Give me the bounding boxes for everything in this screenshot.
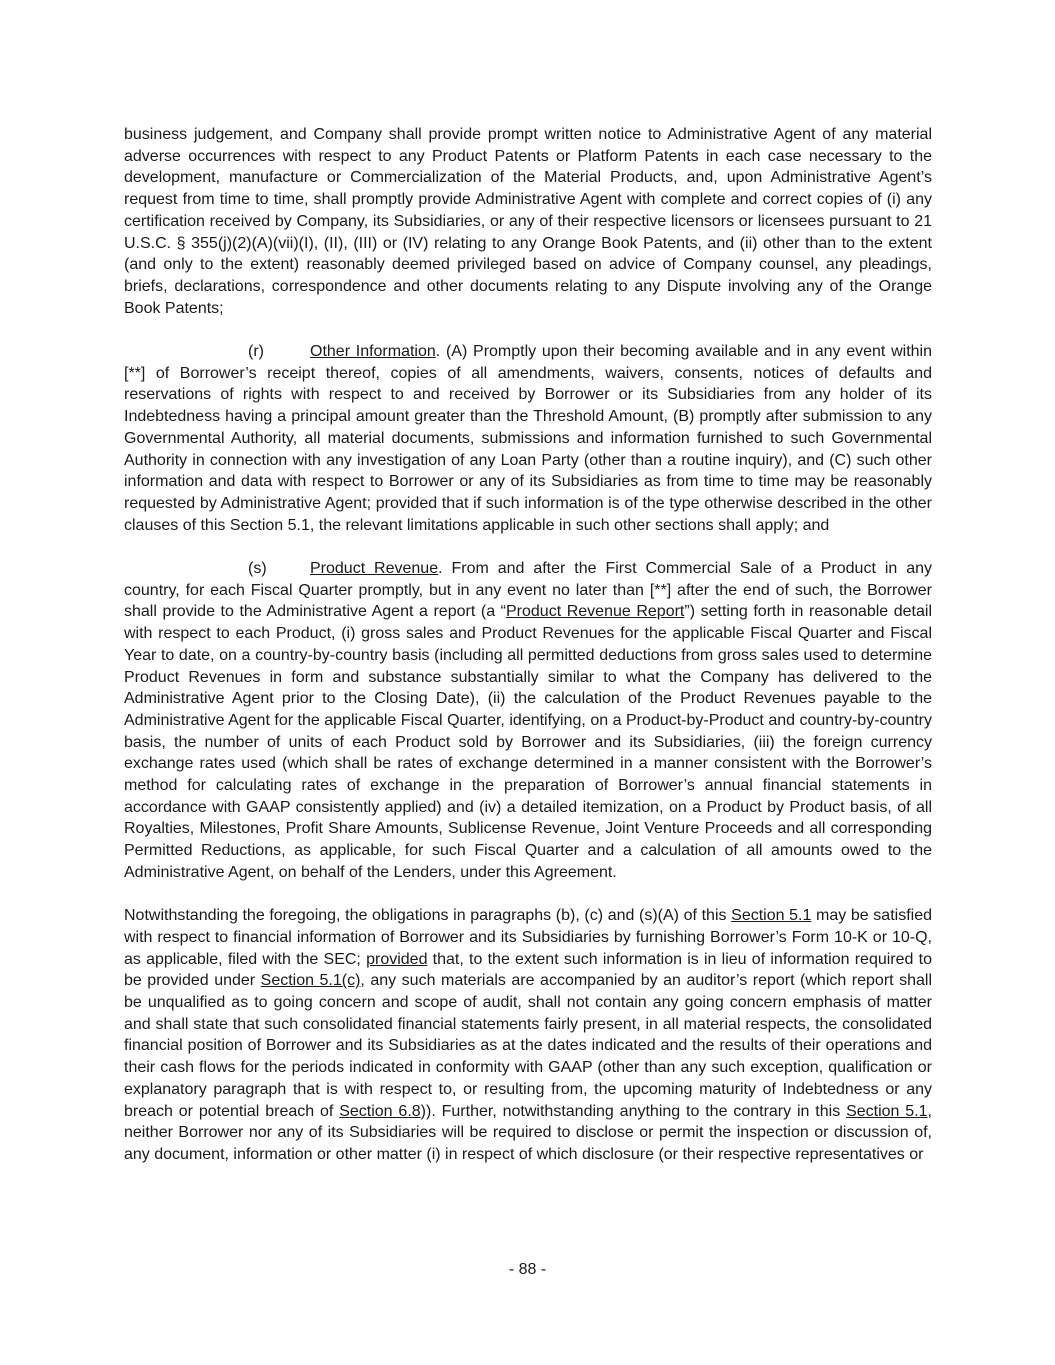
paragraph-q-continuation: business judgement, and Company shall provide prompt written notice to Administrative Agent of any material adverse occurrences with respect to any Product Patents or Platform Patents in each case necessary to the development, manufacture or Commercialization of the Material Products, and, upon Administrative Agent’s request from time to time, shall promptly provide Administrative Agent with complete and correct copies of (i) any certification received by Company, its Subsidiaries, or any of their respective licensors or licensees pursuant to 21 U.S.C. § 355(j)(2)(A)(vii)(I), (II), (III) or (IV) relating to any Orange Book Patents, and (ii) other than to the extent (and only to the extent) reasonably deemed privileged based on advice of Company counsel, any pleadings, briefs, declarations, correspondence and other documents relating to any Dispute involving any of the Orange Book Patents; [124, 126, 932, 317]
notwithstanding-text-1: Notwithstanding the foregoing, the obligations in paragraphs (b), (c) and (s)(A) of this [124, 907, 732, 925]
paragraph-r-label: (r) [248, 343, 264, 361]
document-body [124, 124, 932, 1166]
section-ref-5-1-second: Section 5.1 [846, 1102, 928, 1120]
notwithstanding-text-2: may be satisfied with respect to financial information of Borrower and its Subsidiaries by furnishing Borrower’s Form 10-K or 10-Q, as applicable, filed with the SEC; [124, 907, 932, 968]
defined-term-product-revenue-report: Product Revenue Report [506, 603, 685, 621]
notwithstanding-text-6: , neither Borrower nor any of its Subsidiaries will be required to disclose or permit the inspection or discussion of, any document, information or other matter (i) in respect of which disclosure (or their respective representatives or [124, 1102, 932, 1163]
section-ref-5-1: Section 5.1 [731, 907, 812, 925]
paragraph-r-text: . (A) Promptly upon their becoming available and in any event within [**] of Borrower’s receipt thereof, copies of all amendments, waivers, consents, notices of defaults and reservations of rights with respect to and received by Borrower or its Subsidiaries from any holder of its Indebtedness having a principal amount greater than the Threshold Amount, (B) promptly after submission to any Governmental Authority, all material documents, submissions and information furnished to such Governmental Authority in connection with any investigation of any Loan Party (other than a routine inquiry), and (C) such other information and data with respect to Borrower or any of its Subsidiaries as from time to time may be reasonably requested by Administrative Agent; provided that if such information is of the type otherwise described in the other clauses of this Section 5.1, the relevant limitations applicable in such other sections shall apply; and [124, 343, 933, 534]
paragraph-r-heading: Other Information [310, 343, 436, 361]
section-ref-6-8: Section 6.8 [339, 1102, 421, 1120]
paragraph-s-label: (s) [248, 560, 267, 578]
section-ref-5-1-c: Section 5.1(c) [260, 972, 361, 990]
paragraph-s-heading: Product Revenue [310, 560, 439, 578]
paragraph-notwithstanding [124, 905, 932, 1165]
paragraph-r [124, 341, 932, 536]
paragraph-s-text-2: ”) setting forth in reasonable detail with respect to each Product, (i) gross sales and Product Revenues for the applicable Fiscal Quarter and Fiscal Year to date, on a country-by-country basis (including all permitted deductions from gross sales used to determine Product Revenues in form and substance substantially similar to what the Company has delivered to the Administrative Agent prior to the Closing Date), (ii) the calculation of the Product Revenues payable to the Administrative Agent for the applicable Fiscal Quarter, identifying, on a Product-by-Product and country-by-country basis, the number of units of each Product sold by Borrower and its Subsidiaries, (iii) the foreign currency exchange rates used (which shall be rates of exchange determined in a manner consistent with the Borrower’s method for calculating rates of exchange in the preparation of Borrower’s annual financial statements in accordance with GAAP consistently applied) and (iv) a detailed itemization, on a Product by Product basis, of all Royalties, Milestones, Profit Share Amounts, Sublicense Revenue, Joint Venture Proceeds and all corresponding Permitted Reductions, as applicable, for such Fiscal Quarter and a calculation of all amounts owed to the Administrative Agent, on behalf of the Lenders, under this Agreement. [124, 603, 932, 881]
paragraph-s [124, 558, 932, 884]
notwithstanding-text-4: , any such materials are accompanied by an auditor’s report (which report shall be unqualified as to going concern and scope of audit, shall not contain any going concern emphasis of matter and shall state that such consolidated financial statements fairly present, in all material respects, the consolidated financial position of Borrower and its Subsidiaries as at the dates indicated and the results of their operations and their cash flows for the periods indicated in conformity with GAAP (other than any such exception, qualification or explanatory paragraph that is with respect to, or resulting from, the upcoming maturity of Indebtedness or any breach or potential breach of [124, 972, 933, 1120]
provided-term: provided [366, 950, 428, 968]
paragraph-s-text-1: . From and after the First Commercial Sale of a Product in any country, for each Fiscal Quarter promptly, but in any event no later than [**] after the end of such, the Borrower shall provide to the Administrative Agent a report (a “ [124, 560, 932, 621]
notwithstanding-text-5: )). Further, notwithstanding anything to the contrary in this [420, 1102, 847, 1120]
page-number: - 88 - [508, 1261, 547, 1278]
notwithstanding-text-3: that, to the extent such information is in lieu of information required to be provided under [124, 950, 932, 990]
